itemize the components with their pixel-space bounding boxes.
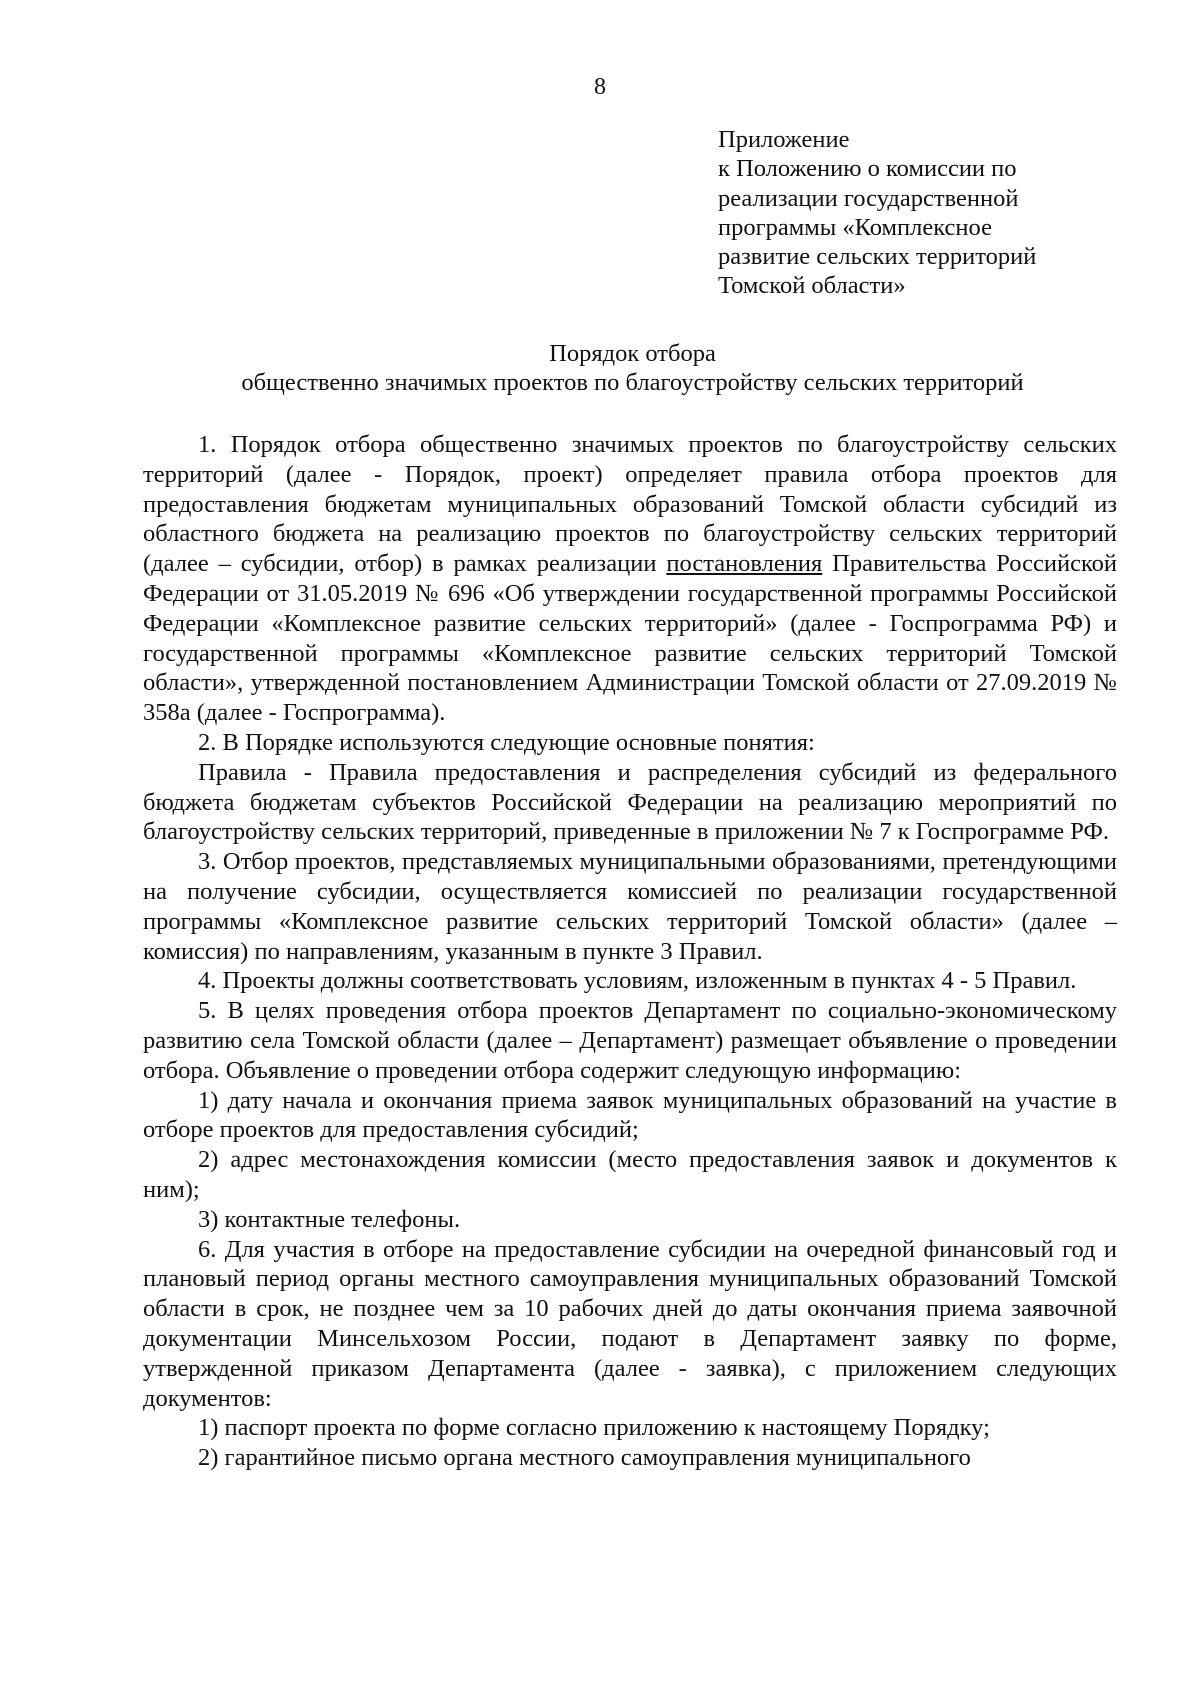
- paragraph-5-item-1: 1) дату начала и окончания приема заявок муниципальных образований на участие в отборе проектов для предоставления субсидий;: [143, 1086, 1117, 1144]
- paragraph-1-text-cont: Правительства Российской Федерации от 31.05.2019 № 696 «Об утверждении государственной программы Российской Федерации «Комплексное развитие сельских территорий» (далее - Госпрограмма РФ) и государственной программы «Комплексное развитие сельских территорий Томской области», утвержденной постановлением Администрации Томской области от 27.09.2019 № 358а (далее - Госпрограмма).: [143, 550, 1118, 727]
- appendix-line: развитие сельских территорий: [718, 243, 1037, 271]
- paragraph-1-text: 1. Порядок отбора общественно значимых проектов по благоустройству сельских территорий (далее - Порядок, проект) определяет правила отбора проектов для предоставления бюджетам муниципальных образований Томской области субсидий из областного бюджета на реализацию проектов по благоустройству сельских территорий (далее – субсидии, отбор) в рамках реализации: [143, 431, 1117, 578]
- title-line-1: Порядок отбора: [549, 340, 716, 367]
- appendix-line: Приложение: [718, 126, 850, 153]
- document-body: [143, 430, 1117, 1473]
- paragraph-1: [143, 430, 1117, 728]
- paragraph-6-item-1: 1) паспорт проекта по форме согласно приложению к настоящему Порядку;: [198, 1414, 990, 1442]
- paragraph-2: 2. В Порядке используются следующие основные понятия:: [198, 728, 815, 756]
- paragraph-2-definition: Правила - Правила предоставления и распределения субсидий из федерального бюджета бюджетам субъектов Российской Федерации на реализацию мероприятий по благоустройству сельских территорий, приведенные в приложении № 7 к Госпрограмме РФ.: [143, 758, 1117, 846]
- paragraph-3: 3. Отбор проектов, представляемых муниципальными образованиями, претендующими на получение субсидии, осуществляется комиссией по реализации государственной программы «Комплексное развитие сельских территорий Томской области» (далее – комиссия) по направлениям, указанным в пункте 3 Правил.: [143, 848, 1117, 965]
- appendix-line: Томской области»: [718, 272, 906, 300]
- page-number: 8: [594, 74, 606, 100]
- paragraph-5-item-2: 2) адрес местонахождения комиссии (место предоставления заявок и документов к ним);: [143, 1146, 1117, 1203]
- appendix-block: [718, 125, 1138, 301]
- paragraph-6-item-2: 2) гарантийное письмо органа местного самоуправления муниципального: [198, 1444, 971, 1472]
- paragraph-5: 5. В целях проведения отбора проектов Департамент по социально-экономическому развитию села Томской области (далее – Департамент) размещает объявление о проведении отбора. Объявление о проведении отбора содержит следующую информацию:: [143, 997, 1117, 1084]
- title-line-2: общественно значимых проектов по благоустройству сельских территорий: [241, 369, 1024, 397]
- paragraph-6: 6. Для участия в отборе на предоставление субсидии на очередной финансовый год и плановый период органы местного самоуправления муниципальных образований Томской области в срок, не позднее чем за 10 рабочих дней до даты окончания приема заявочной документации Минсельхозом России, подают в Департамент заявку по форме, утвержденной приказом Департамента (далее - заявка), с приложением следующих документов:: [143, 1235, 1117, 1412]
- appendix-line: к Положению о комиссии по: [718, 155, 1017, 183]
- appendix-line: программы «Комплексное: [718, 213, 992, 241]
- appendix-line: реализации государственной: [718, 184, 1019, 212]
- paragraph-4: 4. Проекты должны соответствовать условиям, изложенным в пунктах 4 - 5 Правил.: [198, 967, 1077, 995]
- resolution-link[interactable]: постановления: [666, 550, 823, 578]
- paragraph-5-item-3: 3) контактные телефоны.: [198, 1205, 461, 1233]
- document-title: [0, 339, 1200, 398]
